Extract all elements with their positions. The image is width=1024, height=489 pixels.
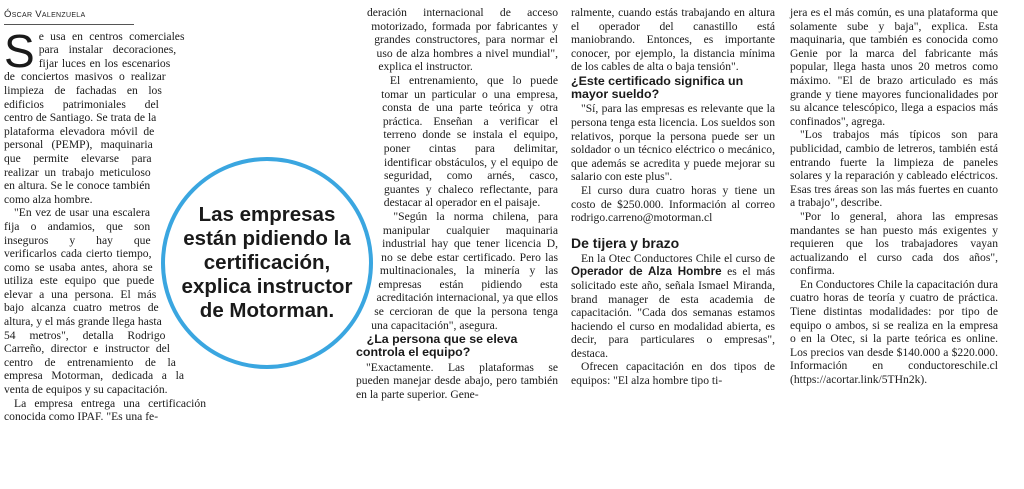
paragraph: "Exactamente. Las plataformas se pueden manejar desde abajo, pero también en la parte superior. Gene-: [356, 360, 558, 401]
paragraph: "Los trabajos más típicos son para publicidad, cambio de letreros, también está entrando fuerte la limpieza de paneles solares y la reparación y cableado eléctricos. Esas tres áreas son las más fuertes en cuanto a trabajo", describe.: [790, 128, 998, 210]
paragraph: "Por lo general, ahora las empresas mandantes se han puesto más exigentes y requieren que los trabajadores vayan actualizando el curso cada dos años", confirma.: [790, 209, 998, 278]
paragraph: En la Otec Conductores Chile el curso de Operador de Alza Hombre es el más solicitado este año, señala Ismael Miranda, brand manager de esta academia de capacitación. "Cada dos semanas estamos haciendo el curso en modalidad abierta, es decir, para particulares o empresas", destaca.: [571, 251, 775, 360]
paragraph: Ofrecen capacitación en dos tipos de equipos: "El alza hombre tipo ti-: [571, 360, 775, 388]
course-name: Operador de Alza Hombre: [571, 265, 722, 279]
paragraph: En Conductores Chile la capacitación dura cuatro horas de teoría y cuatro de práctica. Tiene distintas modalidades: por tipo de equipo o ambos, si se realiza en la empresa o en la Otec, si la parte teórica es online. Los precios van desde $140.000 a $220.000. Información en conductoreschile.cl (https://acortar.link/5THn2k).: [790, 277, 998, 387]
paragraph: El curso dura cuatro horas y tiene un costo de $250.000. Información al correo rodrigo.carreno@motorman.cl: [571, 183, 775, 225]
paragraph: deración internacional de acceso motorizado, formada por fabricantes y grandes constructores, para normar el uso de alza hombres a nivel mundial", explica el instructor.: [366, 6, 558, 74]
pull-quote-text: Las empresas están pidiendo la certificación, explica instructor de Motorman.: [181, 203, 353, 322]
paragraph: Se usa en centros comerciales para instalar decoraciones, fijar luces en los escenarios de conciertos masivos o realizar limpieza de fachadas en los edificios patrimoniales del centro de Santiago. Se trata de la plataforma elevadora móvil de personal (PEMP), maquinaria que permite elevarse para realizar un trabajo meticuloso en altura. Se le conoce también como alza hombre.: [4, 24, 185, 206]
question-heading: ¿Este certificado significa un mayor sueldo?: [571, 73, 744, 102]
question-heading: ¿La persona que se eleva controla el equipo?: [356, 332, 518, 360]
byline: Óscar Valenzuela: [4, 8, 134, 25]
drop-cap: S: [4, 24, 35, 77]
article-column-3: [571, 6, 775, 388]
paragraph: La empresa entrega una certificación conocida como IPAF. "Es una fe-: [4, 396, 206, 424]
pull-quote-circle: [161, 157, 373, 369]
paragraph: El entrenamiento, que lo puede tomar un particular o una empresa, consta de una parte teórica y otra práctica. Enseñan a verificar el terreno donde se instala el equipo, poner cintas para delimitar, identificar obstáculos, y el equipo de seguridad, como arnés, casco, guantes y chaleco reflectante, para destacar al operador en el paisaje.: [381, 73, 558, 210]
paragraph: ralmente, cuando estás trabajando en altura el operador del canastillo está maniobrando. Entonces, es importante conocer, por ejemplo, la distancia mínima de los cables de alta o baja tensión".: [571, 6, 775, 74]
paragraph: jera es el más común, es una plataforma que solamente sube y baja", explica. Esta maquinaria, que también es conocida como Genie por la marca del fabricante más popular, llega hasta unos 20 metros como máximo. "El de brazo articulado es más grande y tiene mayores funcionalidades por su alcance telescópico, llega a espacios más confinados", agrega.: [790, 6, 998, 128]
paragraph: "Según la norma chilena, para manipular cualquier maquinaria industrial hay que tener licencia D, no se debe estar certificado. Pero las multinacionales, la minería y las empresas están pidiendo esta acreditación internacional, ya que ellos se cercioran de que la persona tenga una capacitación", asegura.: [371, 209, 558, 332]
section-heading: De tijera y brazo: [571, 234, 680, 251]
paragraph: "En vez de usar una escalera fija o andamios, que son inseguros y hay que verificarlos cada cierto tiempo, como se usaba antes, ahora se utiliza este equipo que puede elevar a una persona. El más bajo alcanza cuatro metros de altura, y el más grande llega hasta 54 metros", detalla Rodrigo Carreño, director e instructor del centro de entrenamiento de la empresa Motorman, dedicada a la venta de equipos y su capacitación.: [4, 206, 185, 397]
paragraph: "Sí, para las empresas es relevante que la persona tenga esta licencia. Los sueldos son relativos, porque la persona puede ser un soldador o un técnico eléctrico o mecánico, que además se acredita y puede mejorar su salario con este plus".: [571, 102, 775, 184]
article-column-4: [790, 6, 998, 387]
article-column-2: [356, 6, 558, 401]
